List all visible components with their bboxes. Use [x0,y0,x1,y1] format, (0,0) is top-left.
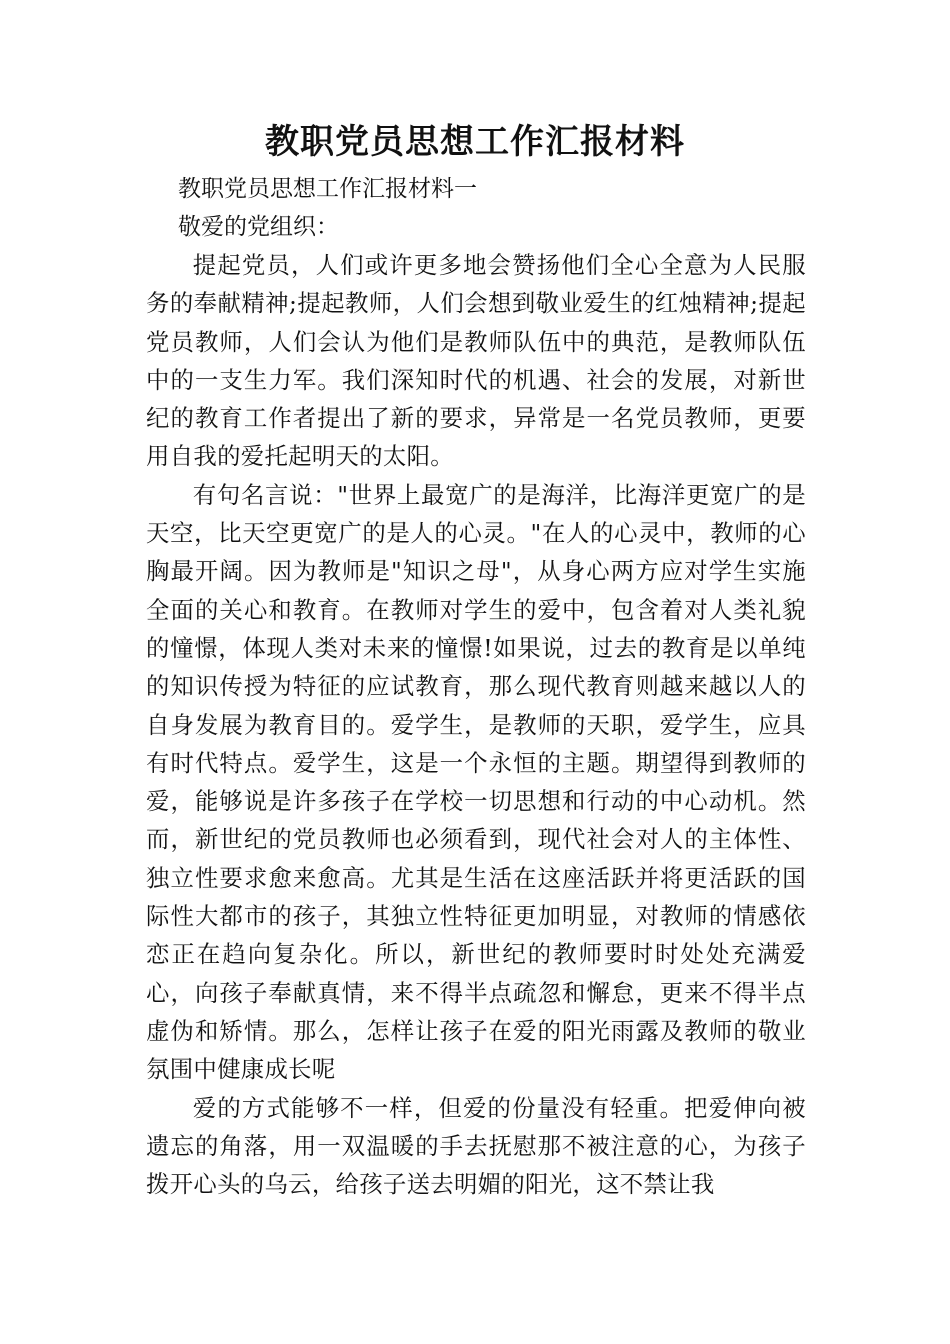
paragraph: 有句名言说："世界上最宽广的是海洋，比海洋更宽广的是天空，比天空更宽广的是人的心灵。"在人的心灵中，教师的心胸最开阔。因为教师是"知识之母"，从身心两方应对学生实施全面的关心和教育。在教师对学生的爱中，包含着对人类礼貌的憧憬，体现人类对未来的憧憬!如果说，过去的教育是以单纯的知识传授为特征的应试教育，那么现代教育则越来越以人的自身发展为教育目的。爱学生，是教师的天职，爱学生，应具有时代特点。爱学生，这是一个永恒的主题。期望得到教师的爱，能够说是许多孩子在学校一切思想和行动的中心动机。然而，新世纪的党员教师也必须看到，现代社会对人的主体性、独立性要求愈来愈高。尤其是生活在这座活跃并将更活跃的国际性大都市的孩子，其独立性特征更加明显，对教师的情感依恋正在趋向复杂化。所以，新世纪的教师要时时处处充满爱心，向孩子奉献真情，来不得半点疏忽和懈怠，更来不得半点虚伪和矫情。那么，怎样让孩子在爱的阳光雨露及教师的敬业氛围中健康成长呢 [146,480,806,1084]
salutation: 敬爱的党组织： [178,214,339,240]
paragraph: 提起党员，人们或许更多地会赞扬他们全心全意为人民服务的奉献精神;提起教师，人们会想到敬业爱生的红烛精神;提起党员教师，人们会认为他们是教师队伍中的典范，是教师队伍中的一支生力军。我们深知时代的机遇、社会的发展，对新世纪的教育工作者提出了新的要求，异常是一名党员教师，更要用自我的爱托起明天的太阳。 [146,251,806,471]
paragraph: 爱的方式能够不一样，但爱的份量没有轻重。把爱伸向被遗忘的角落，用一双温暖的手去抚慰那不被注意的心，为孩子拨开心头的乌云，给孩子送去明媚的阳光，这不禁让我 [146,1093,806,1199]
document-title: 教职党员思想工作汇报材料 [265,122,685,162]
document-subtitle: 教职党员思想工作汇报材料一 [178,176,477,202]
body-text [146,246,806,1203]
